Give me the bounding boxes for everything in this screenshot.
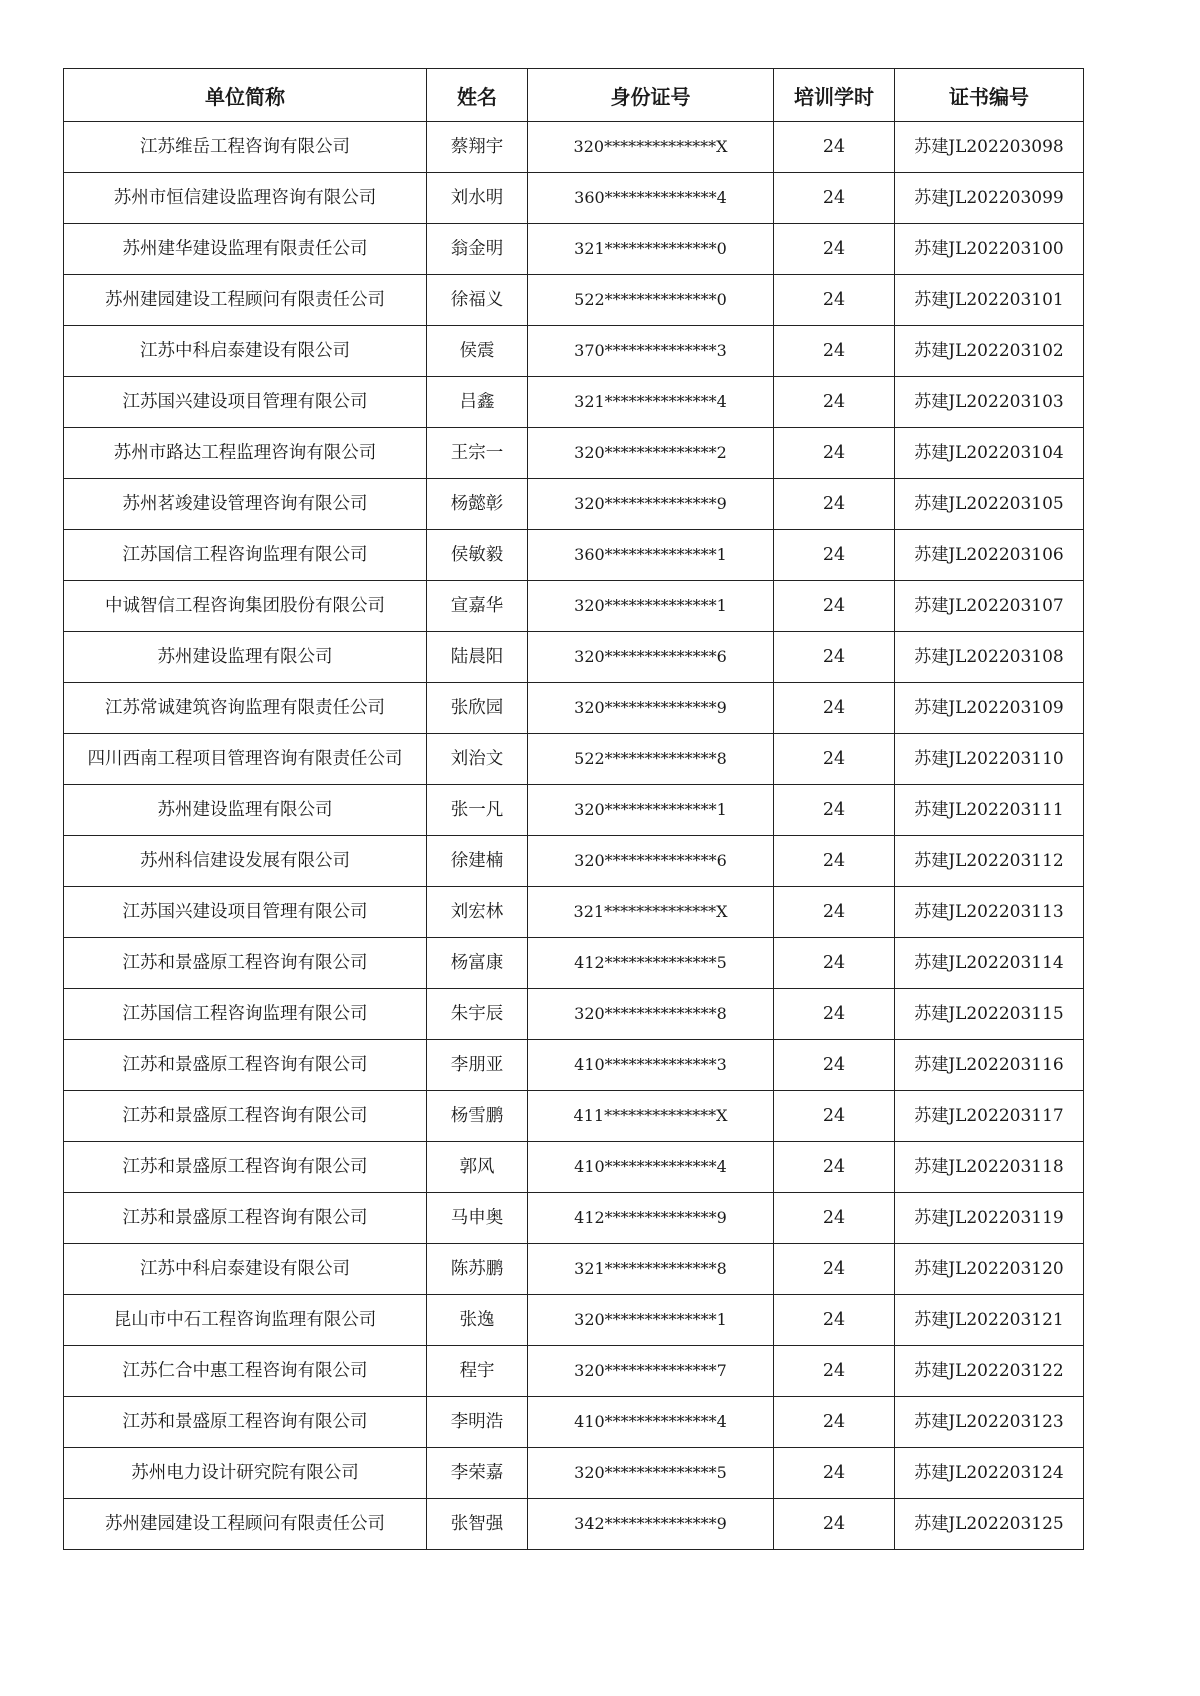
cell-name: 张一凡 <box>427 785 528 836</box>
header-certificate-number: 证书编号 <box>895 69 1084 122</box>
cell-unit: 昆山市中石工程咨询监理有限公司 <box>64 1295 427 1346</box>
cell-id-number: 320**************5 <box>528 1448 774 1499</box>
cell-unit: 江苏中科启泰建设有限公司 <box>64 326 427 377</box>
cell-name: 陆晨阳 <box>427 632 528 683</box>
table-row <box>64 224 1084 275</box>
cell-training-hours: 24 <box>774 938 895 989</box>
cell-training-hours: 24 <box>774 1244 895 1295</box>
table-row <box>64 326 1084 377</box>
cell-name: 徐福义 <box>427 275 528 326</box>
cell-certificate-number: 苏建JL202203120 <box>895 1244 1084 1295</box>
cell-id-number: 320**************8 <box>528 989 774 1040</box>
cell-unit: 苏州茗竣建设管理咨询有限公司 <box>64 479 427 530</box>
cell-id-number: 522**************8 <box>528 734 774 785</box>
cell-certificate-number: 苏建JL202203104 <box>895 428 1084 479</box>
table-row <box>64 989 1084 1040</box>
cell-id-number: 321**************0 <box>528 224 774 275</box>
cell-training-hours: 24 <box>774 1040 895 1091</box>
cell-training-hours: 24 <box>774 1448 895 1499</box>
cell-id-number: 320**************X <box>528 122 774 173</box>
table-row <box>64 1499 1084 1550</box>
table-row <box>64 836 1084 887</box>
cell-training-hours: 24 <box>774 377 895 428</box>
cell-training-hours: 24 <box>774 1346 895 1397</box>
cell-unit: 江苏国兴建设项目管理有限公司 <box>64 377 427 428</box>
cell-name: 李朋亚 <box>427 1040 528 1091</box>
cell-id-number: 360**************1 <box>528 530 774 581</box>
table-row <box>64 1040 1084 1091</box>
cell-name: 宣嘉华 <box>427 581 528 632</box>
table-row <box>64 734 1084 785</box>
cell-name: 朱宇辰 <box>427 989 528 1040</box>
cell-name: 杨懿彰 <box>427 479 528 530</box>
cell-name: 张欣园 <box>427 683 528 734</box>
cell-name: 杨雪鹏 <box>427 1091 528 1142</box>
cell-certificate-number: 苏建JL202203102 <box>895 326 1084 377</box>
cell-unit: 江苏中科启泰建设有限公司 <box>64 1244 427 1295</box>
table-row <box>64 1346 1084 1397</box>
cell-id-number: 410**************4 <box>528 1142 774 1193</box>
cell-id-number: 360**************4 <box>528 173 774 224</box>
cell-certificate-number: 苏建JL202203105 <box>895 479 1084 530</box>
table-row <box>64 683 1084 734</box>
cell-certificate-number: 苏建JL202203119 <box>895 1193 1084 1244</box>
table-row <box>64 785 1084 836</box>
cell-unit: 苏州建园建设工程顾问有限责任公司 <box>64 1499 427 1550</box>
table-row <box>64 632 1084 683</box>
cell-certificate-number: 苏建JL202203117 <box>895 1091 1084 1142</box>
cell-training-hours: 24 <box>774 632 895 683</box>
cell-unit: 苏州电力设计研究院有限公司 <box>64 1448 427 1499</box>
table-row <box>64 887 1084 938</box>
cell-id-number: 320**************1 <box>528 785 774 836</box>
cell-training-hours: 24 <box>774 530 895 581</box>
cell-unit: 江苏和景盛原工程咨询有限公司 <box>64 1193 427 1244</box>
cell-name: 李荣嘉 <box>427 1448 528 1499</box>
cell-certificate-number: 苏建JL202203122 <box>895 1346 1084 1397</box>
cell-id-number: 320**************1 <box>528 581 774 632</box>
table-row <box>64 1244 1084 1295</box>
cell-training-hours: 24 <box>774 989 895 1040</box>
cell-training-hours: 24 <box>774 428 895 479</box>
cell-id-number: 410**************4 <box>528 1397 774 1448</box>
cell-name: 张智强 <box>427 1499 528 1550</box>
cell-name: 程宇 <box>427 1346 528 1397</box>
cell-training-hours: 24 <box>774 122 895 173</box>
cell-certificate-number: 苏建JL202203118 <box>895 1142 1084 1193</box>
cell-training-hours: 24 <box>774 734 895 785</box>
cell-unit: 苏州建设监理有限公司 <box>64 785 427 836</box>
table-row <box>64 1091 1084 1142</box>
cell-training-hours: 24 <box>774 1142 895 1193</box>
cell-training-hours: 24 <box>774 1295 895 1346</box>
cell-unit: 苏州科信建设发展有限公司 <box>64 836 427 887</box>
cell-training-hours: 24 <box>774 836 895 887</box>
cell-name: 马申奥 <box>427 1193 528 1244</box>
cell-unit: 江苏和景盛原工程咨询有限公司 <box>64 1142 427 1193</box>
cell-name: 刘水明 <box>427 173 528 224</box>
cell-id-number: 411**************X <box>528 1091 774 1142</box>
cell-unit: 苏州建园建设工程顾问有限责任公司 <box>64 275 427 326</box>
cell-training-hours: 24 <box>774 1193 895 1244</box>
table-row <box>64 173 1084 224</box>
cell-name: 杨富康 <box>427 938 528 989</box>
table-row <box>64 377 1084 428</box>
cell-training-hours: 24 <box>774 683 895 734</box>
cell-certificate-number: 苏建JL202203121 <box>895 1295 1084 1346</box>
cell-name: 李明浩 <box>427 1397 528 1448</box>
cell-certificate-number: 苏建JL202203106 <box>895 530 1084 581</box>
table-row <box>64 1295 1084 1346</box>
cell-training-hours: 24 <box>774 479 895 530</box>
cell-unit: 苏州市恒信建设监理咨询有限公司 <box>64 173 427 224</box>
table-row <box>64 1142 1084 1193</box>
cell-id-number: 320**************6 <box>528 836 774 887</box>
cell-name: 徐建楠 <box>427 836 528 887</box>
table-row <box>64 428 1084 479</box>
cell-id-number: 370**************3 <box>528 326 774 377</box>
cell-certificate-number: 苏建JL202203099 <box>895 173 1084 224</box>
cell-training-hours: 24 <box>774 224 895 275</box>
table-row <box>64 581 1084 632</box>
cell-certificate-number: 苏建JL202203098 <box>895 122 1084 173</box>
table-row <box>64 479 1084 530</box>
cell-training-hours: 24 <box>774 275 895 326</box>
table-row <box>64 275 1084 326</box>
cell-certificate-number: 苏建JL202203111 <box>895 785 1084 836</box>
table-row <box>64 1193 1084 1244</box>
cell-certificate-number: 苏建JL202203112 <box>895 836 1084 887</box>
roster-table <box>63 68 1084 1550</box>
cell-unit: 苏州建设监理有限公司 <box>64 632 427 683</box>
table-row <box>64 1397 1084 1448</box>
cell-name: 侯震 <box>427 326 528 377</box>
cell-certificate-number: 苏建JL202203113 <box>895 887 1084 938</box>
cell-unit: 中诚智信工程咨询集团股份有限公司 <box>64 581 427 632</box>
cell-certificate-number: 苏建JL202203114 <box>895 938 1084 989</box>
cell-unit: 江苏和景盛原工程咨询有限公司 <box>64 1397 427 1448</box>
header-id-number: 身份证号 <box>528 69 774 122</box>
cell-name: 刘宏林 <box>427 887 528 938</box>
table-row <box>64 122 1084 173</box>
cell-id-number: 320**************9 <box>528 683 774 734</box>
cell-certificate-number: 苏建JL202203125 <box>895 1499 1084 1550</box>
cell-certificate-number: 苏建JL202203100 <box>895 224 1084 275</box>
cell-name: 侯敏毅 <box>427 530 528 581</box>
cell-certificate-number: 苏建JL202203124 <box>895 1448 1084 1499</box>
cell-name: 翁金明 <box>427 224 528 275</box>
cell-name: 郭风 <box>427 1142 528 1193</box>
cell-name: 蔡翔宇 <box>427 122 528 173</box>
cell-unit: 四川西南工程项目管理咨询有限责任公司 <box>64 734 427 785</box>
cell-name: 张逸 <box>427 1295 528 1346</box>
cell-id-number: 320**************2 <box>528 428 774 479</box>
cell-training-hours: 24 <box>774 581 895 632</box>
table-row <box>64 1448 1084 1499</box>
cell-unit: 苏州市路达工程监理咨询有限公司 <box>64 428 427 479</box>
cell-certificate-number: 苏建JL202203108 <box>895 632 1084 683</box>
cell-id-number: 412**************9 <box>528 1193 774 1244</box>
cell-training-hours: 24 <box>774 326 895 377</box>
cell-unit: 江苏和景盛原工程咨询有限公司 <box>64 1091 427 1142</box>
cell-unit: 江苏和景盛原工程咨询有限公司 <box>64 938 427 989</box>
cell-unit: 江苏国信工程咨询监理有限公司 <box>64 989 427 1040</box>
cell-certificate-number: 苏建JL202203107 <box>895 581 1084 632</box>
header-training-hours: 培训学时 <box>774 69 895 122</box>
cell-unit: 江苏仁合中惠工程咨询有限公司 <box>64 1346 427 1397</box>
cell-id-number: 320**************6 <box>528 632 774 683</box>
cell-training-hours: 24 <box>774 887 895 938</box>
cell-certificate-number: 苏建JL202203110 <box>895 734 1084 785</box>
cell-unit: 江苏维岳工程咨询有限公司 <box>64 122 427 173</box>
cell-training-hours: 24 <box>774 1397 895 1448</box>
cell-certificate-number: 苏建JL202203116 <box>895 1040 1084 1091</box>
cell-id-number: 321**************X <box>528 887 774 938</box>
cell-certificate-number: 苏建JL202203101 <box>895 275 1084 326</box>
cell-training-hours: 24 <box>774 785 895 836</box>
cell-training-hours: 24 <box>774 1091 895 1142</box>
cell-name: 陈苏鹏 <box>427 1244 528 1295</box>
cell-id-number: 410**************3 <box>528 1040 774 1091</box>
cell-unit: 江苏和景盛原工程咨询有限公司 <box>64 1040 427 1091</box>
table-row <box>64 530 1084 581</box>
cell-training-hours: 24 <box>774 173 895 224</box>
header-unit: 单位简称 <box>64 69 427 122</box>
cell-id-number: 321**************8 <box>528 1244 774 1295</box>
cell-certificate-number: 苏建JL202203103 <box>895 377 1084 428</box>
cell-name: 吕鑫 <box>427 377 528 428</box>
table-body <box>64 122 1084 1550</box>
header-name: 姓名 <box>427 69 528 122</box>
cell-certificate-number: 苏建JL202203109 <box>895 683 1084 734</box>
cell-id-number: 320**************9 <box>528 479 774 530</box>
cell-certificate-number: 苏建JL202203123 <box>895 1397 1084 1448</box>
cell-id-number: 412**************5 <box>528 938 774 989</box>
cell-unit: 江苏国信工程咨询监理有限公司 <box>64 530 427 581</box>
cell-id-number: 342**************9 <box>528 1499 774 1550</box>
cell-unit: 江苏常诚建筑咨询监理有限责任公司 <box>64 683 427 734</box>
cell-certificate-number: 苏建JL202203115 <box>895 989 1084 1040</box>
cell-id-number: 321**************4 <box>528 377 774 428</box>
cell-id-number: 320**************7 <box>528 1346 774 1397</box>
cell-unit: 江苏国兴建设项目管理有限公司 <box>64 887 427 938</box>
header-row <box>64 69 1084 122</box>
table-row <box>64 938 1084 989</box>
cell-name: 刘治文 <box>427 734 528 785</box>
cell-id-number: 522**************0 <box>528 275 774 326</box>
cell-name: 王宗一 <box>427 428 528 479</box>
cell-id-number: 320**************1 <box>528 1295 774 1346</box>
cell-unit: 苏州建华建设监理有限责任公司 <box>64 224 427 275</box>
cell-training-hours: 24 <box>774 1499 895 1550</box>
